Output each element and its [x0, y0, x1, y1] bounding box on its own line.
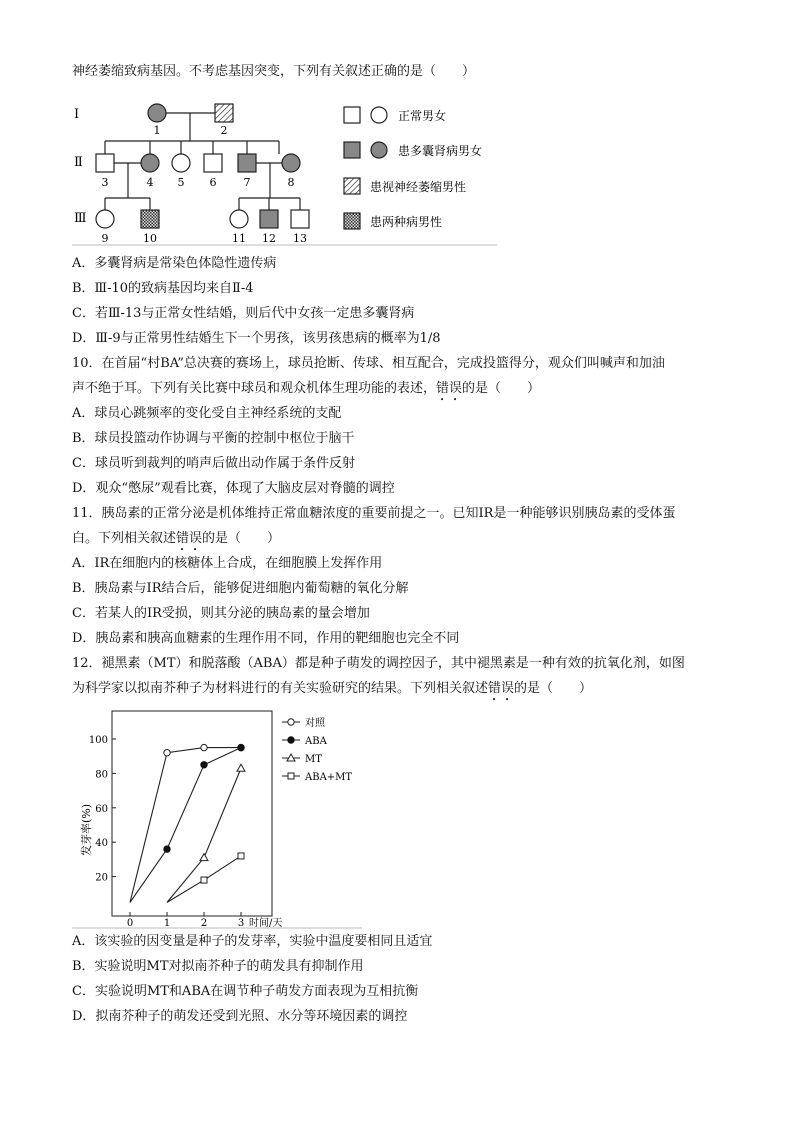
- legend-label: ABA: [305, 736, 327, 747]
- y-tick-label: 20: [95, 872, 108, 884]
- data-point: [288, 719, 294, 725]
- id-label-11: 11: [232, 232, 246, 245]
- data-point: [201, 762, 207, 768]
- y-axis-label: 发芽率(%): [80, 803, 93, 857]
- q12-stem-line2: 为科学家以拟南芥种子为材料进行的有关实验研究的结果。下列相关叙述错误的是（ ）: [72, 681, 593, 696]
- id-label-3: 3: [101, 176, 109, 189]
- id-label-12: 12: [262, 232, 276, 245]
- id-label-9: 9: [101, 232, 109, 245]
- individual-8: [282, 154, 300, 172]
- germination-chart: [72, 705, 372, 930]
- id-label-6: 6: [209, 176, 217, 189]
- q9-option-a: A．多囊肾病是常染色体隐性遗传病: [72, 256, 277, 271]
- q10-option-b: B．球员投篮动作协调与平衡的控制中枢位于脑干: [72, 431, 355, 446]
- individual-3: [96, 154, 114, 172]
- individual-1: [148, 104, 166, 122]
- q10-stem-line2: 声不绝于耳。下列有关比赛中球员和观众机体生理功能的表述，错误的是（ ）: [72, 381, 541, 396]
- data-point: [164, 750, 170, 756]
- legend-both: 患两种病男性: [370, 215, 443, 229]
- legend-label: 对照: [305, 718, 325, 729]
- data-point: [288, 773, 294, 779]
- data-point: [200, 854, 208, 861]
- q10-option-a: A．球员心跳频率的变化受自主神经系统的支配: [72, 406, 342, 421]
- gen-label-2: Ⅱ: [74, 155, 83, 170]
- y-tick-label: 80: [95, 769, 108, 781]
- x-tick-label: 1: [163, 918, 171, 929]
- id-label-2: 2: [220, 124, 228, 137]
- q9-option-d: D．Ⅲ-9与正常男性结婚生下一个男孩，该男孩患病的概率为1/8: [72, 331, 441, 346]
- legend-optic: 患视神经萎缩男性: [370, 180, 467, 194]
- individual-2: [215, 104, 233, 122]
- q11-stem-line1: 11．胰岛素的正常分泌是机体维持正常血糖浓度的重要前提之一。已知IR是一种能够识别胰岛素的受体蛋: [72, 506, 676, 521]
- q11-option-d: D．胰岛素和胰高血糖素的生理作用不同，作用的靶细胞也完全不同: [72, 631, 460, 646]
- individual-11: [230, 210, 248, 228]
- x-axis-label: 时间/天: [249, 918, 283, 929]
- q12-option-a: A．该实验的因变量是种子的发芽率，实验中温度要相同且适宜: [72, 934, 433, 949]
- data-point: [237, 764, 245, 771]
- q11-emphasis: 错误: [176, 531, 203, 546]
- y-tick-label: 100: [88, 735, 108, 746]
- pedigree-diagram: [72, 92, 502, 247]
- id-label-4: 4: [146, 176, 154, 189]
- q9-option-c: C．若Ⅲ-13与正常女性结婚，则后代中女孩一定患多囊肾病: [72, 306, 415, 321]
- q9-option-b: B．Ⅲ-10的致病基因均来自Ⅱ-4: [72, 281, 254, 296]
- individual-12: [260, 210, 278, 228]
- legend-normal: 正常男女: [398, 109, 447, 123]
- x-tick-label: 3: [237, 918, 245, 929]
- q11-option-a: A．IR在细胞内的核糖体上合成，在细胞膜上发挥作用: [72, 556, 383, 571]
- id-label-10: 10: [143, 232, 157, 245]
- q12-option-d: D．拟南芥种子的萌发还受到光照、水分等环境因素的调控: [72, 1009, 408, 1024]
- id-label-7: 7: [243, 176, 251, 189]
- gen-label-3: Ⅲ: [74, 211, 87, 226]
- legend-pkd: 患多囊肾病男女: [398, 144, 483, 158]
- q10-stem-line1: 10．在首届“村BA”总决赛的赛场上，球员抢断、传球、相互配合，完成投篮得分，观众们叫喊声和加油: [72, 356, 665, 371]
- individual-7: [238, 154, 256, 172]
- q12-option-c: C．实验说明MT和ABA在调节种子萌发方面表现为互相抗衡: [72, 984, 419, 999]
- individual-9: [96, 210, 114, 228]
- data-point: [288, 737, 294, 743]
- gen-label-1: Ⅰ: [74, 107, 80, 122]
- individual-10: [141, 210, 159, 228]
- individual-4: [141, 154, 159, 172]
- id-label-13: 13: [293, 232, 307, 245]
- x-tick-label: 2: [200, 918, 208, 929]
- y-tick-label: 60: [95, 803, 108, 815]
- q10-option-c: C．球员听到裁判的哨声后做出动作属于条件反射: [72, 456, 355, 471]
- q11-stem-line2: 白。下列相关叙述错误的是（ ）: [72, 531, 281, 546]
- q11-option-c: C．若某人的IR受损，则其分泌的胰岛素的量会增加: [72, 606, 370, 621]
- legend-label: ABA+MT: [305, 772, 353, 783]
- legend-label: MT: [305, 754, 322, 765]
- pedigree-legend: [344, 107, 482, 229]
- q11-option-b: B．胰岛素与IR结合后，能够促进细胞内葡萄糖的氧化分解: [72, 581, 409, 596]
- q12-option-b: B．实验说明MT对拟南芥种子的萌发具有抑制作用: [72, 959, 364, 974]
- individual-13: [291, 210, 309, 228]
- data-point: [238, 744, 244, 750]
- q9-stem-end: 神经萎缩致病基因。不考虑基因突变，下列有关叙述正确的是（ ）: [72, 64, 476, 79]
- q10-option-d: D．观众“憋尿”观看比赛，体现了大脑皮层对脊髓的调控: [72, 481, 395, 496]
- individual-6: [204, 154, 222, 172]
- q12-stem-line1: 12．褪黑素（MT）和脱落酸（ABA）都是种子萌发的调控因子，其中褪黑素是一种有效的抗氧化剂，如图: [72, 656, 685, 671]
- data-point: [201, 877, 207, 883]
- data-point: [238, 853, 244, 859]
- data-point: [164, 846, 170, 852]
- data-point: [201, 744, 207, 750]
- q10-emphasis: 错误: [436, 381, 463, 396]
- id-label-8: 8: [287, 176, 295, 189]
- y-tick-label: 40: [95, 838, 108, 850]
- id-label-5: 5: [177, 176, 185, 189]
- q12-emphasis: 错误: [488, 681, 515, 696]
- id-label-1: 1: [153, 124, 161, 137]
- x-tick-label: 0: [126, 918, 134, 929]
- individual-5: [172, 154, 190, 172]
